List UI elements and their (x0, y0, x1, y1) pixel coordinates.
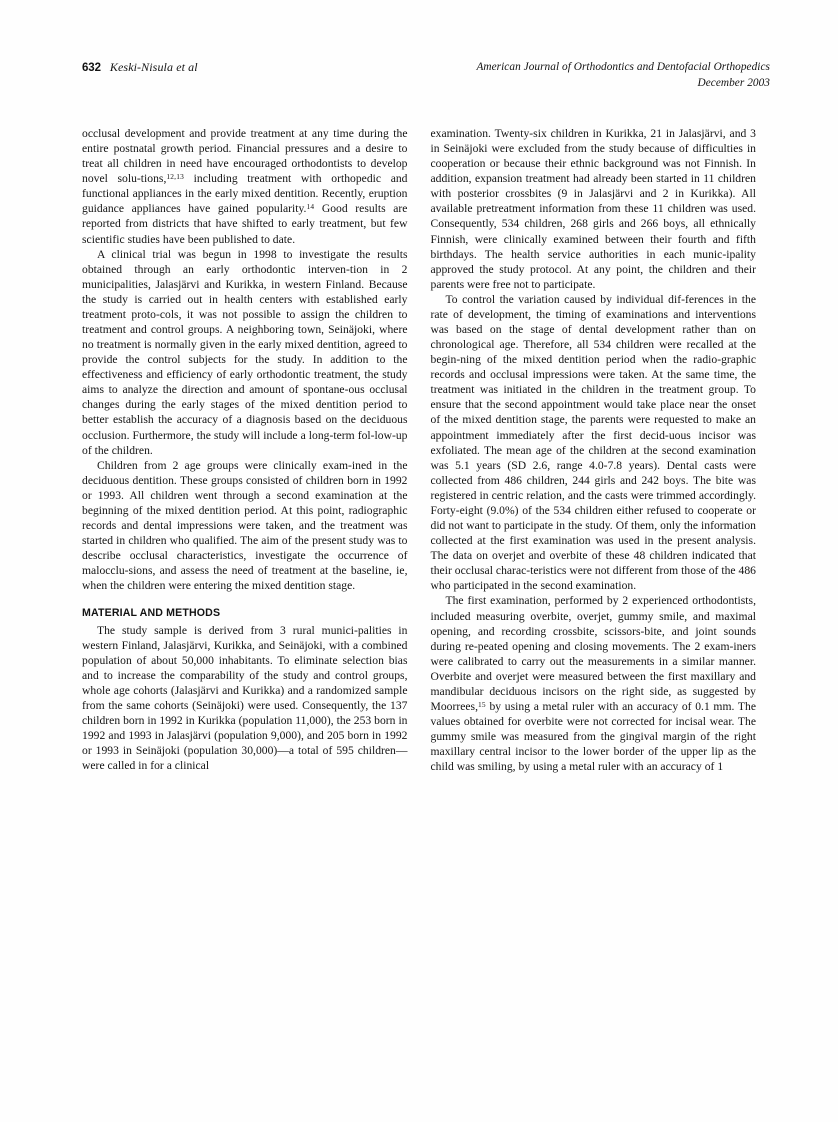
paragraph: To control the variation caused by individual dif-ferences in the rate of development, the timing of examinations and interventions was based on the stage of dental development rather than on chronological age. Therefore, all 534 children were recalled at the begin-ning of the mixed dentition period when the radio-graphic records and occlusal impressions were taken. At the same time, the treatment was initiated in the children in the treatment group. To ensure that the second appointment would take place near the onset of the mixed dentition stage, the parents were requested to make an appointment immediately after the first decid-uous incisor was exfoliated. The mean age of the children at the second examination was 5.1 years (SD 2.6, range 4.0-7.8 years). Dental casts were collected from 486 children, 244 girls and 242 boys. The bite was registered in centric relation, and the casts were trimmed accordingly. Forty-eight (9.0%) of the 534 children either refused to cooperate or did not want to participate in the study. Of them, only the information collected at the first examination was used in the present analysis. The data on overjet and overbite of these 48 children indicated that their occlusal charac-teristics were not different from those of the 486 who participated in the second examination. (430, 292, 756, 593)
paragraph: A clinical trial was begun in 1998 to investigate the results obtained through an early orthodontic interven-tion in 2 municipalities, Jalasjärvi and Kurikka, in western Finland. Because the study is carried out in health centers with established early treatment proto-cols, it was not possible to assign the children to treatment and control groups. A neighboring town, Seinäjoki, where no treatment is normally given in the early mixed dentition, agreed to provide the control subjects for the study. In addition to the effectiveness and efficiency of early orthodontic treatment, the study aims to analyze the direction and amount of spontane-ous occlusal changes during the early stages of the mixed dentition period to better establish the accuracy of a diagnosis based on the deciduous occlusion. Furthermore, the study will include a long-term fol-low-up of the children. (82, 247, 408, 457)
right-column-paragraphs (431, 126, 757, 774)
reference-superscript: 12,13 (166, 172, 185, 182)
paragraph: The first examination, performed by 2 experienced orthodontists, included measuring overbite, overjet, gummy smile, and maximal opening, and recording crossbite, scissors-bite, and joint sounds during re-peated opening and closing movements. The 2 exam-iners were calibrated to carry out the measurements in a similar manner. Overbite and overjet were measured between the first maxillary and mandibular deciduous incisors on the right side, as suggested by Moorrees,$^{15}$ by using a metal ruler with an accuracy of 0.1 mm. The values obtained for overbite were not corrected for incisal wear. The gummy smile was measured from the gingival margin of the right maxillary central incisor to the lower border of the upper lip as the child was smiling, by using a metal ruler with an accuracy of 1 (430, 594, 756, 774)
page-number: 632 (82, 62, 101, 74)
paragraph: Children from 2 age groups were clinically exam-ined in the deciduous dentition. These groups consisted of children born in 1992 or 1993. All children went through a second examination at the beginning of the mixed dentition period. At this point, radiographic records and dental impressions were taken, and the treatment was started in children who qualified. The aim of the present study was to describe occlusal characteristics, investigate the occurrence of malocclu-sions, and assess the need of treatment at the baseline, ie, when the children were entering the mixed dentition stage. (82, 458, 408, 593)
running-head-right (476, 60, 770, 91)
column-right (431, 126, 757, 1046)
paragraph: occlusal development and provide treatment at any time during the entire postnatal growth period. Financial pressures and a desire to treat all children in need have encouraged orthodontists to develop novel solu-tions,$^{12,13}$ including treatment with orthopedic and functional appliances in the early mixed dentition. Recently, eruption guidance appliances have gained popularity.$^{14}$ Good results are reported from districts that have shifted to early treatment, but few scientific studies have been published to date. (82, 127, 408, 246)
issue-date: December 2003 (697, 76, 770, 89)
left-column-paragraphs (82, 126, 408, 593)
article-body (82, 126, 756, 1046)
reference-superscript: 15 (478, 699, 486, 709)
running-head-authors: Keski-Nisula et al (109, 60, 198, 74)
running-head (82, 60, 770, 94)
left-column-paragraphs-after-heading (82, 623, 408, 774)
reference-superscript: 14 (306, 202, 315, 212)
section-heading-material-and-methods: MATERIAL AND METHODS (82, 607, 221, 620)
column-left (82, 126, 408, 1046)
journal-title: American Journal of Orthodontics and Dentofacial Orthopedics (476, 61, 770, 73)
paragraph: examination. Twenty-six children in Kurikka, 21 in Jalasjärvi, and 3 in Seinäjoki were excluded from the study because of difficulties in cooperation or because their ethnic background was not Finnish. In addition, expansion treatment had already been started in 11 children with posterior crossbites (9 in Jalasjärvi and 2 in Kurikka). All available pretreatment information from these 11 children was used. Consequently, 534 children, 268 girls and 266 boys, all ethnically Finnish, were clinically examined between their fourth and fifth birthdays. The health service authorities in each munic-ipality approved the study protocol. At any point, the children and their parents were free not to participate. (430, 127, 756, 291)
paragraph: The study sample is derived from 3 rural munici-palities in western Finland, Jalasjärvi, Kurikka, and Seinäjoki, with a combined population of about 50,000 inhabitants. To eliminate selection bias and to increase the comparability of the study and control groups, whole age cohorts (Jalasjärvi and Kurikka) and a randomized sample from the same cohorts (Seinäjoki) were used. Consequently, the 137 children born in 1992 in Kurikka (population 11,000), the 253 born in 1992 and 1993 in Jalasjärvi (population 9,000), and 205 born in 1992 or 1993 in Seinäjoki (population 30,000)—a total of 595 children—were called in for a clinical (82, 623, 408, 773)
running-head-left (82, 60, 198, 75)
